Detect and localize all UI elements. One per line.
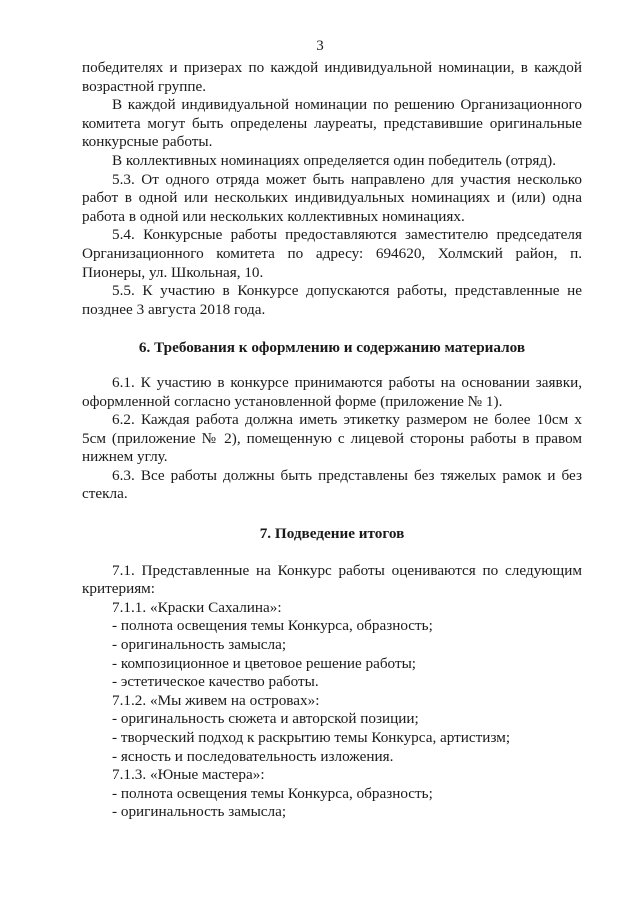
paragraph: В коллективных номинациях определяется один победитель (отряд). <box>112 151 557 169</box>
criteria-list <box>82 710 582 766</box>
criteria-group-title: 7.1.3. «Юные мастера»: <box>112 766 265 784</box>
criteria-list <box>82 785 582 822</box>
criteria-group-title: 7.1.1. «Краски Сахалина»: <box>112 598 282 616</box>
paragraph: победителях и призерах по каждой индивидуальной номинации, в каждой возрастной группе. <box>82 59 582 95</box>
paragraph: 5.3. От одного отряда может быть направлено для участия несколько работ в одной или нескольких индивидуальных номинациях и (или) одна работа в одной или нескольких коллективных номинациях. <box>82 170 582 225</box>
paragraph: 6.1. К участию в конкурсе принимаются работы на основании заявки, оформленной согласно установленной форме (приложение № 1). <box>82 373 582 410</box>
paragraph: 5.5. К участию в Конкурсе допускаются работы, представленные не позднее 3 августа 2018 года. <box>82 282 582 318</box>
paragraph: 7.1. Представленные на Конкурс работы оцениваются по следующим критериям: <box>82 561 582 598</box>
criteria-item: - ясность и последовательность изложения. <box>112 747 394 765</box>
criteria-item: - эстетическое качество работы. <box>112 673 319 691</box>
criteria-list <box>82 617 582 691</box>
criteria-item: - композиционное и цветовое решение работы; <box>112 654 417 672</box>
paragraph: В каждой индивидуальной номинации по решению Организационного комитета могут быть определены лауреаты, представившие оригинальные конкурсные работы. <box>82 96 582 151</box>
criteria-item: - оригинальность замысла; <box>112 803 287 821</box>
page-number: 3 <box>316 38 324 54</box>
section-6-heading: 6. Требования к оформлению и содержанию материалов <box>138 339 526 357</box>
criteria-item: - оригинальность замысла; <box>112 636 287 654</box>
paragraph: 5.4. Конкурсные работы предоставляются заместителю председателя Организационного комитета по адресу: 694620, Холмский район, п. Пионеры, ул. Школьная, 10. <box>82 226 582 281</box>
paragraph: 6.3. Все работы должны быть представлены без тяжелых рамок и без стекла. <box>82 466 582 503</box>
document-body <box>82 59 582 822</box>
section-7-heading: 7. Подведение итогов <box>259 525 405 543</box>
paragraph: 6.2. Каждая работа должна иметь этикетку размером не более 10см х 5см (приложение № 2), помещенную с лицевой стороны работы в правом нижнем углу. <box>82 411 582 466</box>
criteria-group-title: 7.1.2. «Мы живем на островах»: <box>112 691 320 709</box>
criteria-item: - оригинальность сюжета и авторской позиции; <box>112 710 419 728</box>
criteria-item: - полнота освещения темы Конкурса, образность; <box>112 617 433 635</box>
criteria-item: - творческий подход к раскрытию темы Конкурса, артистизм; <box>112 729 511 746</box>
criteria-item: - полнота освещения темы Конкурса, образность; <box>112 784 433 802</box>
